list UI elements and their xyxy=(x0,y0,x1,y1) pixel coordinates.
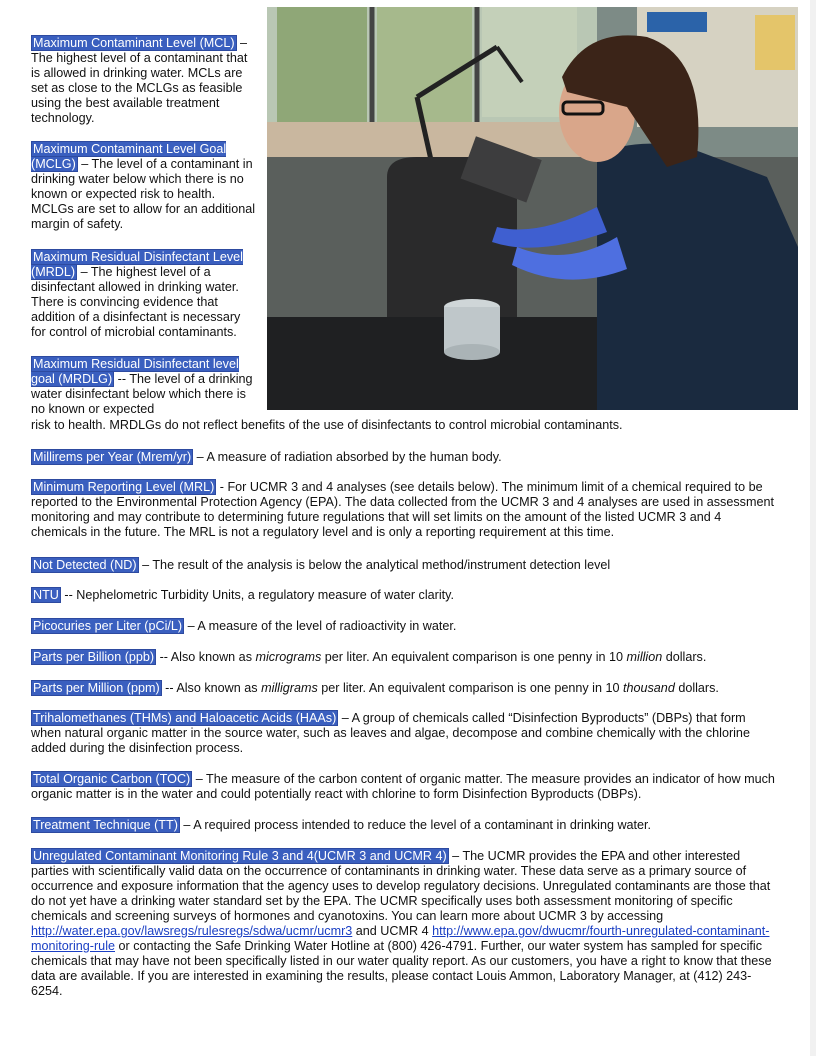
def-toc xyxy=(31,772,779,802)
def-ppm-text-a: -- Also known as xyxy=(161,681,262,695)
def-ppb-text-b: per liter. An equivalent comparison is one penny in 10 xyxy=(321,650,627,664)
def-ntu-text: -- Nephelometric Turbidity Units, a regulatory measure of water clarity. xyxy=(60,588,455,602)
term-toc: Total Organic Carbon (TOC) xyxy=(33,772,191,786)
term-ppb: Parts per Billion (ppb) xyxy=(33,650,155,664)
def-ntu xyxy=(31,588,779,603)
def-thm-text: – A group of chemicals called “Disinfection Byproducts” (DBPs) that form when natural organic matter in the source water, such as leaves and algae, decompose and combine chemically with the chlorine added during the disinfection process. xyxy=(31,711,750,755)
term-mcl: Maximum Contaminant Level (MCL) xyxy=(33,36,235,50)
def-mrdlg-text: -- The level of a drinking water disinfectant below which there is no known or expected xyxy=(31,372,253,416)
def-ucmr-text-c: or contacting the Safe Drinking Water Hotline at (800) 426-4791. Further, our water system has sampled for specific chemicals that may have not been specifically listed in our water quality report. As our customers, you have a right to know that these data are available. If you are interested in examining the results, please contact Louis Ammon, Laboratory Manager, at (412) 243-6254. xyxy=(31,939,772,998)
term-pci: Picocuries per Liter (pCi/L) xyxy=(33,619,183,633)
def-mrl-text: - For UCMR 3 and 4 analyses (see details below). The minimum limit of a chemical required to be reported to the Environmental Protection Agency (EPA). The data collected from the UCMR 3 and 4 analyses are used in assessment monitoring and may contribute to determining future regulations that will set limits on the amount of the listed UCMR 3 and 4 chemicals in the future. The MRL is not a regulatory level and is only a reporting requirement at this time. xyxy=(31,480,774,539)
def-mrem xyxy=(31,450,779,465)
term-mrl: Minimum Reporting Level (MRL) xyxy=(33,480,215,494)
def-ucmr-text-a: – The UCMR provides the EPA and other interested parties with scientifically valid data on the occurrence of contaminants in drinking water. These data serve as a primary source of occurrence and exposure information that the agency uses to develop regulatory decisions. Unregulated contaminants are those that do not yet have a drinking water standard set by the EPA. The UCMR specifically uses both assessment monitoring of specific chemicals and screening surveys of hormones and cyanotoxins. You can learn more about UCMR 3 by accessing xyxy=(31,849,771,923)
def-mrdlg-cont xyxy=(31,418,779,433)
def-mrdlg-text-cont: risk to health. MRDLGs do not reflect benefits of the use of disinfectants to control microbial contaminants. xyxy=(31,418,623,432)
def-tt-text: – A required process intended to reduce the level of a contaminant in drinking water. xyxy=(179,818,652,832)
term-nd: Not Detected (ND) xyxy=(33,558,137,572)
term-ntu: NTU xyxy=(33,588,59,602)
def-ppm-em2: thousand xyxy=(623,681,675,695)
def-ucmr-text-b: and UCMR 4 xyxy=(352,924,433,938)
def-ppm-em: milligrams xyxy=(261,681,318,695)
term-ppm: Parts per Million (ppm) xyxy=(33,681,160,695)
def-mrdl xyxy=(31,250,255,340)
def-ppm-text-c: dollars. xyxy=(674,681,719,695)
term-mrdlg: Maximum Residual Disinfectant level goal (MRDLG) xyxy=(31,357,239,386)
def-mcl xyxy=(31,36,255,126)
ucmr4-link[interactable]: http://www.epa.gov/dwucmr/fourth-unregulated-contaminant-monitoring-rule xyxy=(31,924,770,953)
term-mrdl: Maximum Residual Disinfectant Level (MRDL) xyxy=(31,250,243,279)
scrollbar[interactable] xyxy=(810,0,816,1056)
def-pci xyxy=(31,619,779,634)
def-ppb-em: micrograms xyxy=(255,650,322,664)
term-tt: Treatment Technique (TT) xyxy=(33,818,178,832)
def-ppm xyxy=(31,681,779,696)
term-ucmr: Unregulated Contaminant Monitoring Rule 3 and 4(UCMR 3 and UCMR 4) xyxy=(33,849,447,863)
def-mclg-text: – The level of a contaminant in drinking water below which there is no known or expected risk to health. MCLGs are set to allow for an additional margin of safety. xyxy=(31,157,256,231)
def-ppb xyxy=(31,650,779,665)
def-nd-text: – The result of the analysis is below the analytical method/instrument detection level xyxy=(138,558,611,572)
lab-photo xyxy=(267,7,798,410)
def-ppb-text-a: -- Also known as xyxy=(156,650,256,664)
def-tt xyxy=(31,818,779,833)
def-mrdl-text: – The highest level of a disinfectant allowed in drinking water. There is convincing evidence that addition of a disinfectant is necessary for control of microbial contaminants. xyxy=(31,265,241,339)
def-toc-text: – The measure of the carbon content of organic matter. The measure provides an indicator of how much organic matter is in the water and could potentially react with chlorine to form Disinfection Byproducts (DBPs). xyxy=(31,772,775,801)
def-mclg xyxy=(31,142,255,232)
term-mclg: Maximum Contaminant Level Goal (MCLG) xyxy=(31,142,227,171)
def-nd xyxy=(31,558,779,573)
def-ppm-text-b: per liter. An equivalent comparison is one penny in 10 xyxy=(317,681,623,695)
term-thm: Trihalomethanes (THMs) and Haloacetic Acids (HAAs) xyxy=(33,711,337,725)
def-mcl-text: – The highest level of a contaminant that is allowed in drinking water. MCLs are set as close to the MCLGs as feasible using the best available treatment technology. xyxy=(31,36,248,125)
def-mrem-text: – A measure of radiation absorbed by the human body. xyxy=(193,450,502,464)
term-mrem: Millirems per Year (Mrem/yr) xyxy=(33,450,192,464)
def-thm xyxy=(31,711,779,756)
def-ppb-text-c: dollars. xyxy=(662,650,707,664)
ucmr3-link[interactable]: http://water.epa.gov/lawsregs/rulesregs/sdwa/ucmr/ucmr3 xyxy=(31,924,353,938)
def-pci-text: – A measure of the level of radioactivity in water. xyxy=(184,619,457,633)
def-ppb-em2: million xyxy=(626,650,663,664)
def-ucmr xyxy=(31,849,779,999)
def-mrdlg xyxy=(31,357,253,417)
def-mrl xyxy=(31,480,779,540)
